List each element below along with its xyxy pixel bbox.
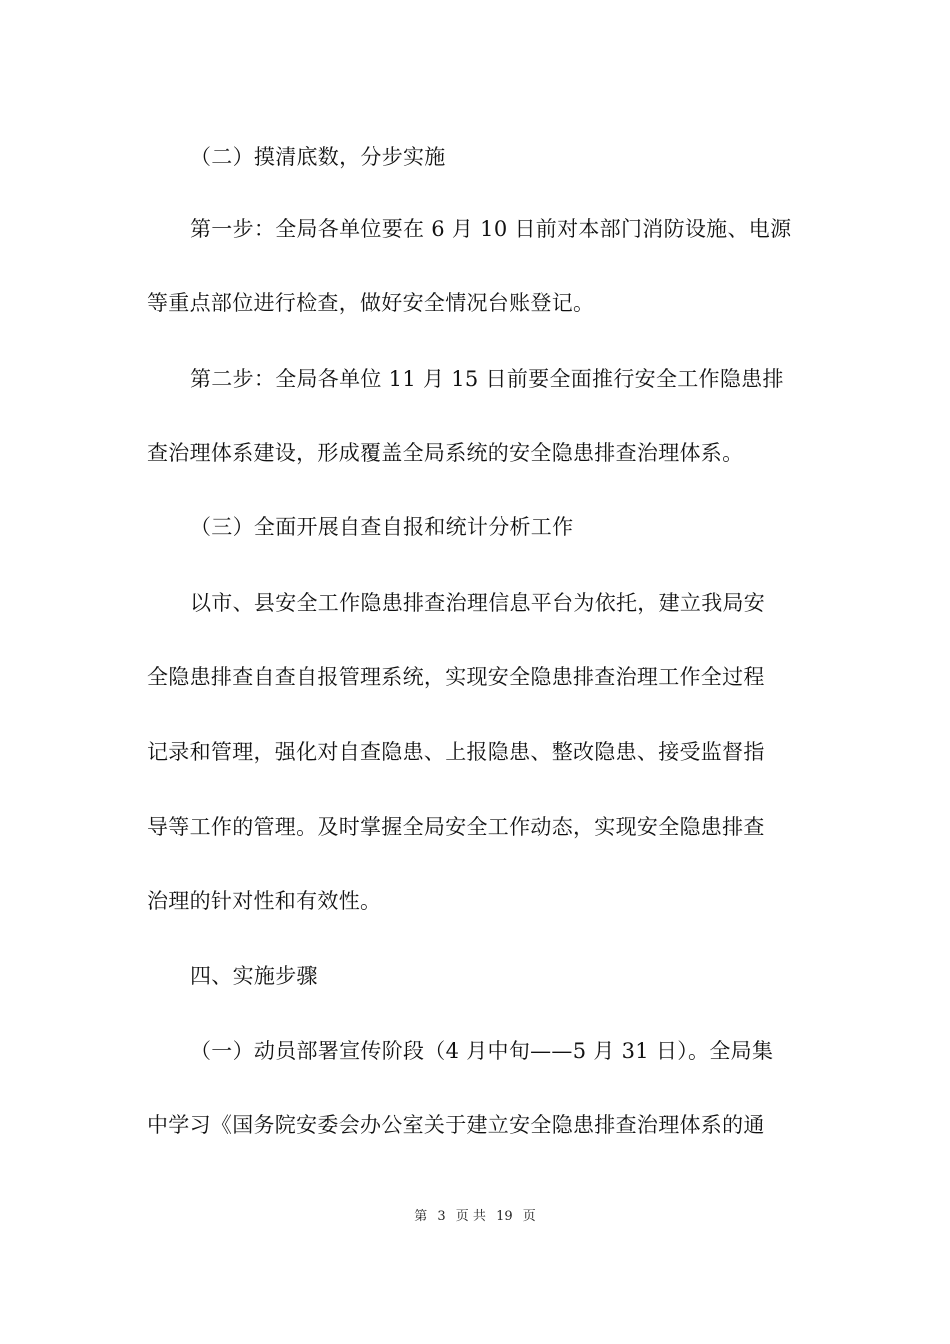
paragraph-line: 等重点部位进行检查，做好安全情况台账登记。 bbox=[147, 291, 595, 315]
current-page-number: 3 bbox=[437, 1209, 446, 1224]
paragraph-line: 第一步：全局各单位要在 6 月 10 日前对本部门消防设施、电源 bbox=[190, 217, 792, 241]
paragraph-line: 第二步：全局各单位 11 月 15 日前要全面推行安全工作隐患排 bbox=[190, 367, 784, 391]
paragraph-line: 查治理体系建设，形成覆盖全局系统的安全隐患排查治理体系。 bbox=[147, 441, 744, 465]
paragraph-line: 全隐患排查自查自报管理系统，实现安全隐患排查治理工作全过程 bbox=[147, 665, 765, 689]
page-prefix: 第 bbox=[414, 1209, 428, 1224]
total-pages-number: 19 bbox=[496, 1209, 513, 1224]
section-heading-3: （三）全面开展自查自报和统计分析工作 bbox=[190, 515, 574, 539]
paragraph-line: 中学习《国务院安委会办公室关于建立安全隐患排查治理体系的通 bbox=[147, 1113, 765, 1137]
page-footer bbox=[0, 1208, 950, 1226]
chapter-heading: 四、实施步骤 bbox=[190, 964, 318, 988]
paragraph-line: （一）动员部署宣传阶段（4 月中旬——5 月 31 日）。全局集 bbox=[190, 1039, 774, 1063]
page-suffix: 页 bbox=[522, 1209, 536, 1224]
paragraph-line: 以市、县安全工作隐患排查治理信息平台为依托，建立我局安 bbox=[190, 591, 766, 615]
paragraph-line: 导等工作的管理。及时掌握全局安全工作动态，实现安全隐患排查 bbox=[147, 815, 765, 839]
section-heading-2: （二）摸清底数，分步实施 bbox=[190, 145, 446, 169]
page-middle-text: 页 共 bbox=[455, 1209, 486, 1224]
paragraph-line: 记录和管理，强化对自查隐患、上报隐患、整改隐患、接受监督指 bbox=[147, 740, 765, 764]
paragraph-line: 治理的针对性和有效性。 bbox=[147, 889, 382, 913]
